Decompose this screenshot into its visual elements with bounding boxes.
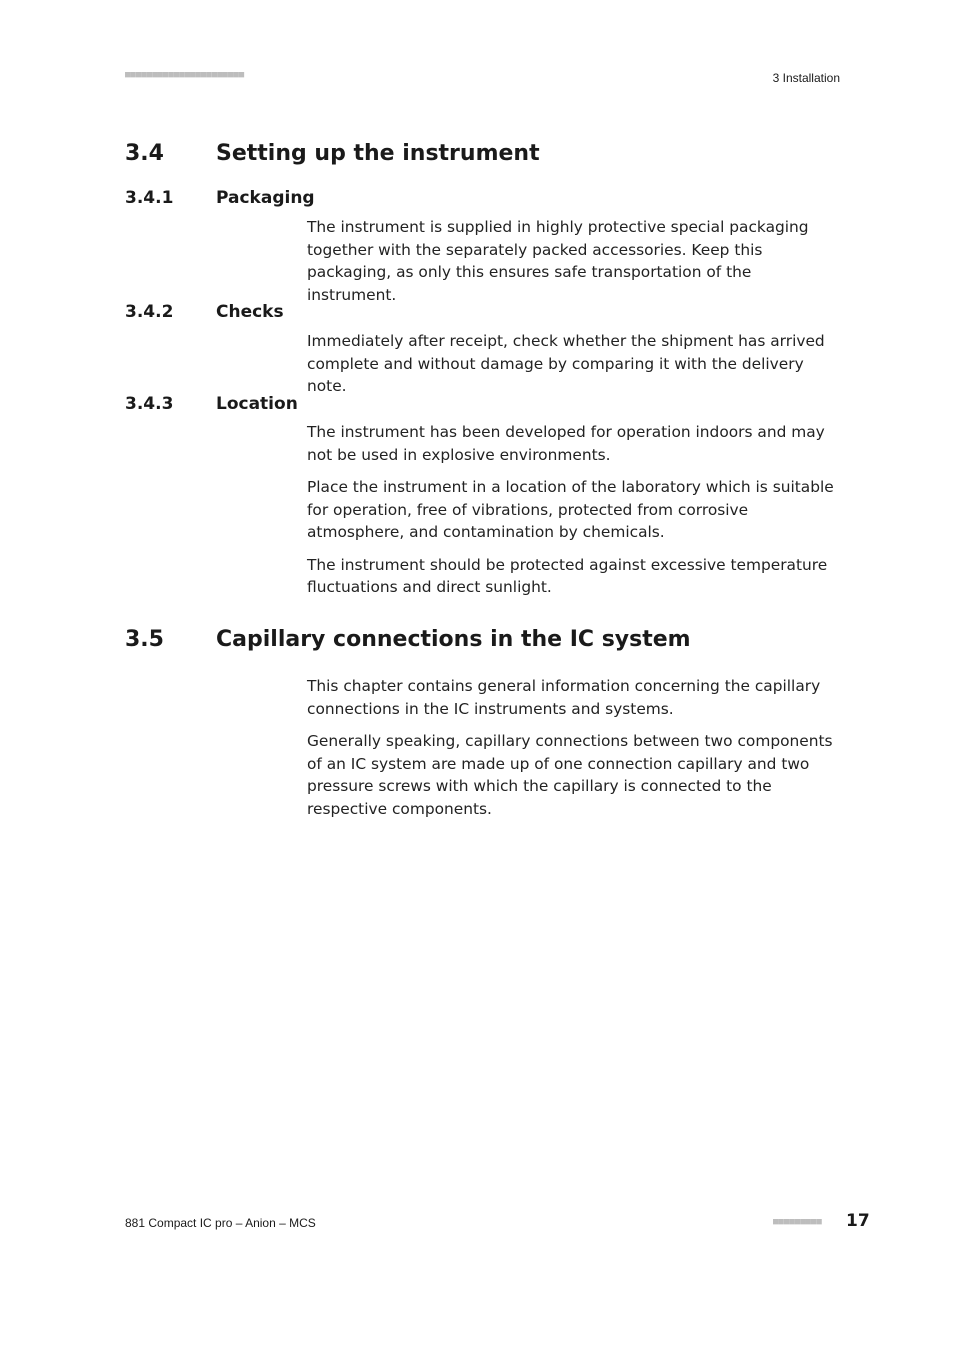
paragraph: The instrument has been developed for operation indoors and may not be used in explosive environments. <box>307 423 825 464</box>
paragraph: The instrument should be protected against excessive temperature fluctuations and direct sunlight. <box>307 555 828 596</box>
page-number: 17 <box>846 1211 870 1231</box>
paragraph: Generally speaking, capillary connections between two components of an IC system are made up of one connection capillary and two pressure screws with which the capillary is connected to the respective components. <box>307 732 833 818</box>
header-chapter: 3 Installation <box>772 71 840 85</box>
packaging-text <box>307 216 842 316</box>
heading-3-4-1 <box>125 188 845 210</box>
heading-3-5 <box>125 627 845 655</box>
subsection-number: 3.4.2 <box>125 302 174 322</box>
heading-3-4-3 <box>125 394 845 416</box>
subsection-number: 3.4.1 <box>125 188 174 208</box>
footer-document-title: 881 Compact IC pro – Anion – MCS <box>125 1216 316 1230</box>
section-number: 3.4 <box>125 141 164 166</box>
subsection-title: Checks <box>216 302 284 322</box>
heading-3-4 <box>125 141 845 169</box>
header-decoration: ■■■■■■■■■■■■■■■■■■■■■■ <box>125 70 245 80</box>
subsection-number: 3.4.3 <box>125 394 174 414</box>
paragraph: Place the instrument in a location of the laboratory which is suitable for operation, free of vibrations, protected from corrosive atmosphere, and contamination by chemicals. <box>307 478 834 541</box>
paragraph: This chapter contains general information concerning the capillary connections in the IC instruments and systems. <box>307 677 821 718</box>
subsection-title: Packaging <box>216 188 315 208</box>
subsection-title: Location <box>216 394 298 414</box>
paragraph: The instrument is supplied in highly protective special packaging together with the separately packed accessories. Keep this packaging, as only this ensures safe transportation of the instrument. <box>307 218 809 304</box>
footer-decoration: ■■■■■■■■■ <box>773 1217 822 1227</box>
heading-3-4-2 <box>125 302 845 324</box>
location-text <box>307 421 842 609</box>
section-title: Setting up the instrument <box>216 141 540 166</box>
capillary-text <box>307 675 842 830</box>
section-number: 3.5 <box>125 627 164 652</box>
section-title: Capillary connections in the IC system <box>216 627 691 652</box>
paragraph: Immediately after receipt, check whether the shipment has arrived complete and without damage by comparing it with the delivery note. <box>307 332 825 395</box>
